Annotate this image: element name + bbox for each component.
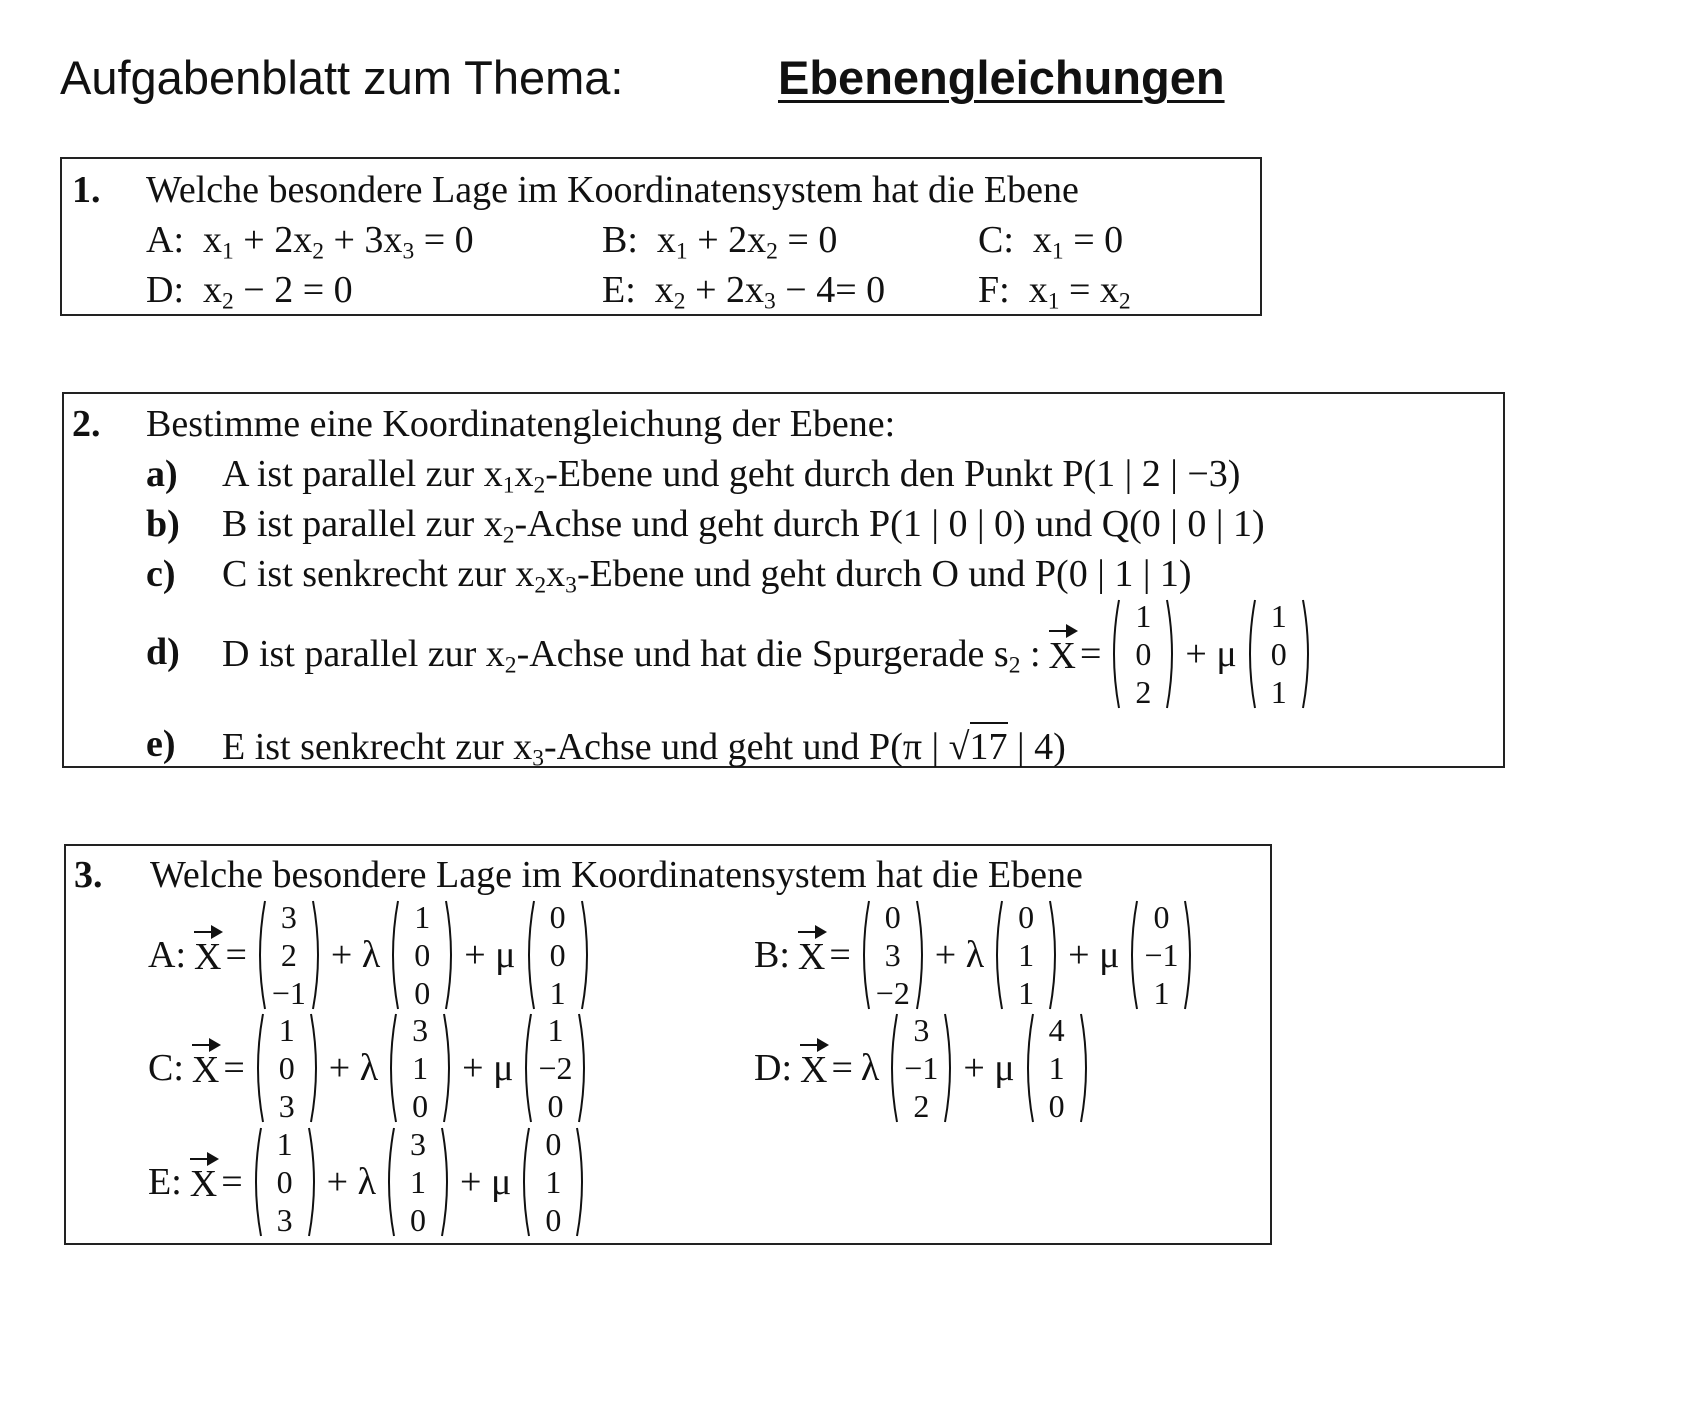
task1-label-c: C: (978, 219, 1014, 261)
direction-vector-u: 3 −1 2 (885, 1012, 957, 1124)
task1-question: Welche besondere Lage im Koordinatensystem hat die Ebene (146, 169, 1079, 211)
task1-label-f: F: (978, 269, 1010, 311)
direction-vector-v: 4 1 0 (1021, 1012, 1093, 1124)
direction-vector-v: 0 −1 1 (1125, 899, 1197, 1011)
header-label: Aufgabenblatt zum Thema: (60, 51, 624, 104)
support-vector: 3 2 −1 (253, 899, 325, 1011)
task2-label-b: b) (146, 503, 180, 545)
task3-plane-e: E: X = 1 0 3 + λ 3 1 0 + μ 0 1 0 (148, 1126, 591, 1238)
vector-x: X (798, 931, 825, 979)
task3-plane-label: B: (754, 934, 790, 976)
task1-label-e: E: (602, 269, 636, 311)
task2-item-b: B ist parallel zur $x_2$-Achse und geht durch P(1 | 0 | 0) und Q(0 | 0 | 1) (222, 503, 1265, 549)
task1-label-d: D: (146, 269, 184, 311)
support-vector: 1 0 3 (251, 1012, 323, 1124)
task1-item-f: F: $x_1 = x_2$ (978, 269, 1131, 315)
direction-vector-u: 3 1 0 (382, 1126, 454, 1238)
task2-d-support: 1 0 2 (1107, 598, 1179, 710)
task1-number: 1. (72, 169, 101, 211)
task2-item-a: A ist parallel zur $x_1x_2$-Ebene und geht durch den Punkt P(1 | 2 | −3) (222, 453, 1241, 499)
task2-label-e: e) (146, 723, 176, 765)
direction-vector-u: 0 1 1 (990, 899, 1062, 1011)
task1-item-b: B: $x_1 + 2x_2 = 0$ (602, 219, 838, 265)
task3-plane-a: A: X = 3 2 −1 + λ 1 0 0 + μ 0 0 1 (148, 899, 596, 1011)
task1-label-b: B: (602, 219, 638, 261)
direction-vector-u: 1 0 0 (386, 899, 458, 1011)
task3-number: 3. (74, 854, 103, 896)
support-vector: 1 0 3 (249, 1126, 321, 1238)
direction-vector-v: 0 0 1 (522, 899, 594, 1011)
task1-item-e: E: $x_2 + 2x_3 - 4= 0$ (602, 269, 886, 315)
task3-plane-label: A: (148, 934, 186, 976)
support-vector: 0 3 −2 (857, 899, 929, 1011)
vector-x: X (1049, 630, 1076, 678)
vector-x: X (190, 1158, 217, 1206)
task2-number: 2. (72, 403, 101, 445)
vector-x: X (192, 1044, 219, 1092)
task2-label-a: a) (146, 453, 178, 495)
task3-plane-label: C: (148, 1047, 184, 1089)
direction-vector-v: 0 1 0 (517, 1126, 589, 1238)
worksheet-header (60, 50, 1660, 120)
task3-plane-label: E: (148, 1161, 182, 1203)
task2-item-d: D ist parallel zur $x_2$-Achse und hat die Spurgerade $s_2$ : X = 1 0 2 + μ 1 0 1 (222, 598, 1317, 710)
task1-item-c: C: $x_1 = 0$ (978, 219, 1124, 265)
task2-item-c: C ist senkrecht zur $x_2x_3$-Ebene und geht durch O und P(0 | 1 | 1) (222, 553, 1192, 599)
task3-question: Welche besondere Lage im Koordinatensystem hat die Ebene (150, 854, 1083, 896)
task2-question: Bestimme eine Koordinatengleichung der Ebene: (146, 403, 896, 445)
task2-label-c: c) (146, 553, 176, 595)
header-topic: Ebenengleichungen (778, 51, 1225, 104)
task3-plane-c: C: X = 1 0 3 + λ 3 1 0 + μ 1 −2 0 (148, 1012, 593, 1124)
vector-x: X (800, 1044, 827, 1092)
task2-d-direction: 1 0 1 (1243, 598, 1315, 710)
task2-item-e: E ist senkrecht zur $x_3$-Achse und geht und P(π | √17 | 4) (222, 722, 1066, 769)
vector-x: X (194, 931, 221, 979)
task3-plane-d: D: X = λ 3 −1 2 + μ 4 1 0 (754, 1012, 1095, 1124)
task3-plane-b: B: X = 0 3 −2 + λ 0 1 1 + μ 0 −1 1 (754, 899, 1199, 1011)
direction-vector-v: 1 −2 0 (519, 1012, 591, 1124)
task1-item-a: A: $x_1 + 2x_2 + 3x_3 = 0$ (146, 219, 474, 265)
task3-plane-label: D: (754, 1047, 792, 1089)
task1-label-a: A: (146, 219, 184, 261)
task2-label-d: d) (146, 631, 180, 673)
task1-item-d: D: $x_2 - 2 = 0$ (146, 269, 353, 315)
direction-vector-u: 3 1 0 (384, 1012, 456, 1124)
